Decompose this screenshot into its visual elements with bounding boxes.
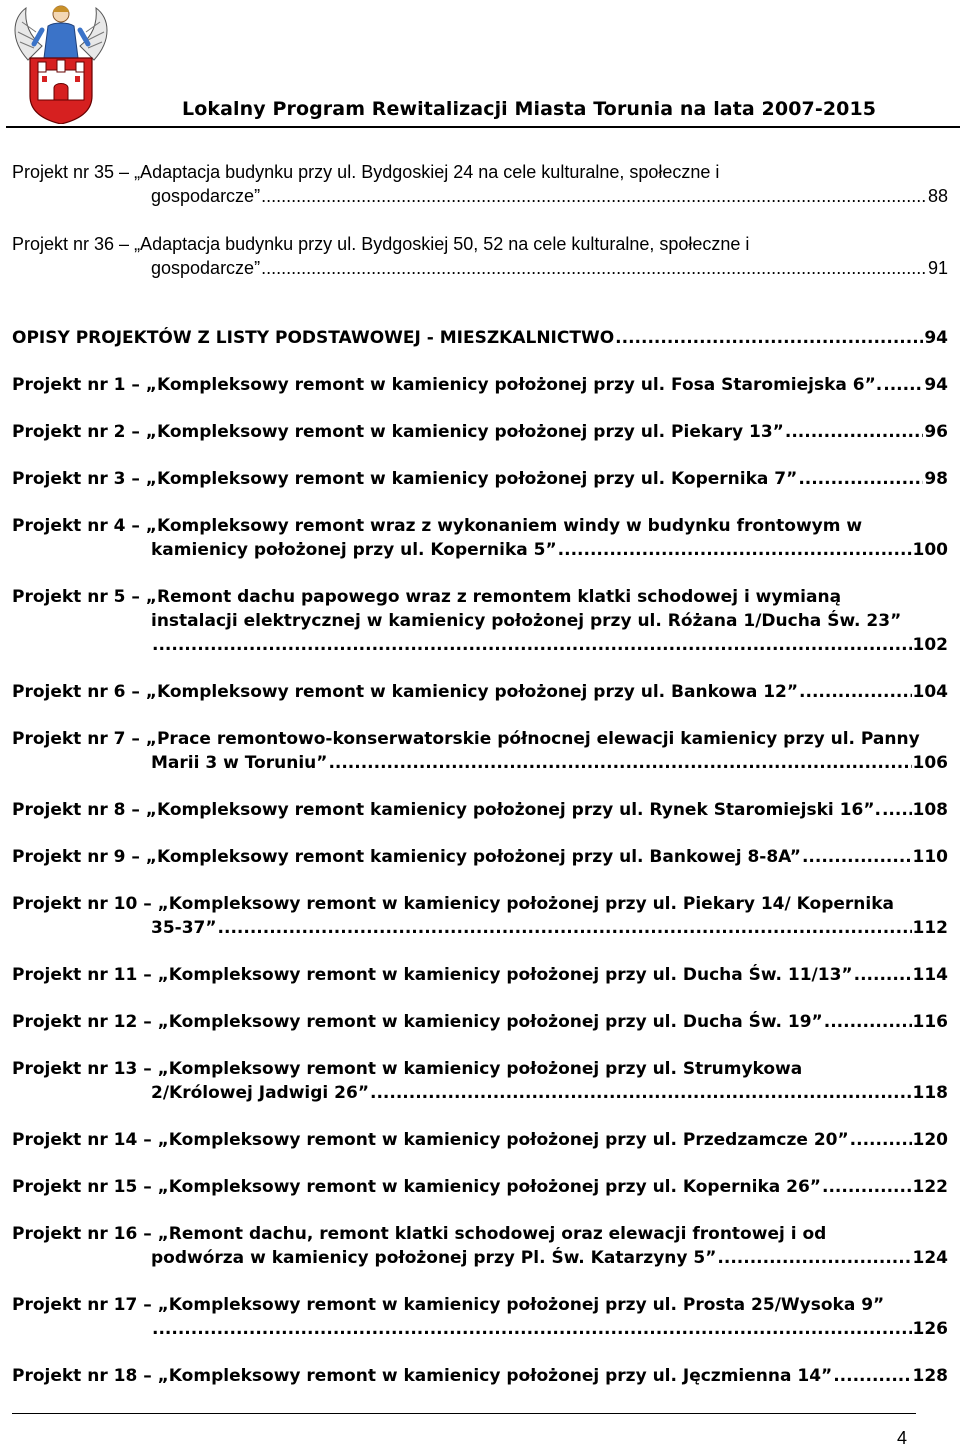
toc-entry-leader-line (12, 680, 948, 704)
dot-leader (802, 845, 912, 869)
toc-entry-line: Projekt nr 17 – „Kompleksowy remont w kamienicy położonej przy ul. Prosta 25/Wysoka 9” (12, 1295, 885, 1315)
toc-entry[interactable] (12, 514, 948, 562)
toc-page-number: 118 (912, 1083, 948, 1103)
toc-entry-title: Projekt nr 11 – „Kompleksowy remont w kamienicy położonej przy ul. Ducha Św. 11/13” (12, 965, 853, 985)
toc-entry-title: Projekt nr 8 – „Kompleksowy remont kamienicy położonej przy ul. Rynek Staromiejski 16”. (12, 800, 881, 820)
toc-entry[interactable] (12, 160, 948, 208)
toc-entry-leader-line (12, 326, 948, 350)
dot-leader (328, 751, 911, 775)
toc-entry-line: Projekt nr 10 – „Kompleksowy remont w kamienicy położonej przy ul. Piekary 14/ Kopernika (12, 894, 894, 914)
toc-entry-leader-line (12, 1175, 948, 1199)
toc-entry[interactable] (12, 420, 948, 444)
toc-entry[interactable] (12, 326, 948, 350)
dot-leader (615, 326, 923, 350)
dot-leader (854, 963, 912, 987)
toc-entry[interactable] (12, 963, 948, 987)
toc-entry-leader-line (12, 1128, 948, 1152)
toc-entry[interactable] (12, 467, 948, 491)
page-number: 4 (897, 1428, 908, 1448)
toc-entry-title: gospodarcze” (151, 186, 261, 206)
toc-entry-leader-line (12, 798, 948, 822)
toc-entry[interactable] (12, 232, 948, 280)
toc-entry-title: kamienicy położonej przy ul. Kopernika 5” (151, 540, 557, 560)
dot-leader (798, 467, 923, 491)
toc-entry-leader-line (12, 963, 948, 987)
toc-page-number: 110 (912, 847, 948, 867)
toc-entry-leader-line (12, 1317, 948, 1341)
toc-entry[interactable] (12, 585, 948, 657)
toc-entry[interactable] (12, 892, 948, 940)
toc-page-number: 88 (927, 186, 948, 206)
toc-entry[interactable] (12, 1175, 948, 1199)
toc-entry-leader-line (12, 373, 948, 397)
toc-page-number: 122 (912, 1177, 948, 1197)
toc-page-number: 102 (912, 635, 948, 655)
toc-page-number: 116 (912, 1012, 948, 1032)
page-header (0, 0, 960, 130)
toc-entry[interactable] (12, 680, 948, 704)
toc-entry-title: 2/Królowej Jadwigi 26” (151, 1083, 370, 1103)
dot-leader (261, 184, 927, 208)
toc-page-number: 114 (912, 965, 948, 985)
dot-leader (883, 373, 923, 397)
toc-entry-leader-line (12, 1246, 948, 1270)
toc-entry[interactable] (12, 1057, 948, 1105)
toc-entry-line: Projekt nr 16 – „Remont dachu, remont klatki schodowej oraz elewacji frontowej i od (12, 1224, 827, 1244)
toc-page-number: 98 (924, 469, 948, 489)
toc-entry-leader-line (12, 1081, 948, 1105)
toc-entry-title: gospodarcze” (151, 258, 261, 278)
dot-leader (824, 1010, 912, 1034)
dot-leader (558, 538, 912, 562)
header-divider (6, 126, 960, 128)
dot-leader (717, 1246, 911, 1270)
toc-page-number: 128 (912, 1366, 948, 1386)
toc-page-number: 124 (912, 1248, 948, 1268)
toc-entry[interactable] (12, 1222, 948, 1270)
toc-entry-title: podwórza w kamienicy położonej przy Pl. Św. Katarzyny 5” (151, 1248, 717, 1268)
toc-page-number: 100 (912, 540, 948, 560)
toc-entry-line: Projekt nr 35 – „Adaptacja budynku przy ul. Bydgoskiej 24 na cele kulturalne, społeczne i (12, 162, 720, 182)
toc-entry-leader-line (12, 538, 948, 562)
toc-page-number: 112 (912, 918, 948, 938)
toc-entry-title: 35-37” (151, 918, 217, 938)
toc-entry-title: Projekt nr 6 – „Kompleksowy remont w kamienicy położonej przy ul. Bankowa 12” (12, 682, 799, 702)
toc-entry-title: Projekt nr 3 – „Kompleksowy remont w kamienicy położonej przy ul. Kopernika 7” (12, 469, 798, 489)
toc-page-number: 94 (924, 328, 948, 348)
toc-entry-line: Projekt nr 4 – „Kompleksowy remont wraz z wykonaniem windy w budynku frontowym w (12, 516, 863, 536)
toc-entry-line: Projekt nr 36 – „Adaptacja budynku przy ul. Bydgoskiej 50, 52 na cele kulturalne, społeczne i (12, 234, 750, 254)
toc-page-number: 94 (924, 375, 948, 395)
toc-entry-leader-line (12, 633, 948, 657)
toc-entry-title: Projekt nr 1 – „Kompleksowy remont w kamienicy położonej przy ul. Fosa Staromiejska 6”. (12, 375, 883, 395)
toc-entry[interactable] (12, 1010, 948, 1034)
header-title: Lokalny Program Rewitalizacji Miasta Torunia na lata 2007-2015 (182, 98, 877, 120)
toc-entry[interactable] (12, 373, 948, 397)
toc-page-number: 96 (924, 422, 948, 442)
toc-page-number: 106 (912, 753, 948, 773)
toc-page-number: 91 (927, 258, 948, 278)
toc-entry-title: Marii 3 w Toruniu” (151, 753, 328, 773)
toc-entry-line: Projekt nr 5 – „Remont dachu papowego wraz z remontem klatki schodowej i wymianą (12, 587, 842, 607)
dot-leader (261, 256, 927, 280)
toc-entry-leader-line (12, 184, 948, 208)
toc-entry-title: Projekt nr 9 – „Kompleksowy remont kamienicy położonej przy ul. Bankowej 8-8A” (12, 847, 801, 867)
toc-entry[interactable] (12, 1293, 948, 1341)
toc-entry-leader-line (12, 1010, 948, 1034)
dot-leader (833, 1364, 911, 1388)
toc-entry[interactable] (12, 845, 948, 869)
toc-entry[interactable] (12, 1128, 948, 1152)
dot-leader (799, 680, 911, 704)
dot-leader (152, 633, 912, 657)
toc-entry-leader-line (12, 751, 948, 775)
toc-entry-title: OPISY PROJEKTÓW Z LISTY PODSTAWOWEJ - MIESZKALNICTWO (12, 328, 615, 348)
torun-coat-of-arms-icon (8, 0, 114, 124)
dot-leader (822, 1175, 912, 1199)
dot-leader (850, 1128, 912, 1152)
toc-entry-leader-line (12, 845, 948, 869)
toc-entry[interactable] (12, 727, 948, 775)
toc-entry-leader-line (12, 256, 948, 280)
toc-entry-leader-line (12, 420, 948, 444)
toc-entry-leader-line (12, 1364, 948, 1388)
toc-page-number: 120 (912, 1130, 948, 1150)
dot-leader (218, 916, 912, 940)
footer-divider (12, 1413, 916, 1414)
toc-entry-title: Projekt nr 14 – „Kompleksowy remont w kamienicy położonej przy ul. Przedzamcze 20” (12, 1130, 849, 1150)
toc-entry[interactable] (12, 798, 948, 822)
toc-entry-title: Projekt nr 18 – „Kompleksowy remont w kamienicy położonej przy ul. Jęczmienna 14” (12, 1366, 833, 1386)
toc-page-number: 104 (912, 682, 948, 702)
toc-entry-title: Projekt nr 12 – „Kompleksowy remont w kamienicy położonej przy ul. Ducha Św. 19” (12, 1012, 823, 1032)
toc-entry-line: Projekt nr 7 – „Prace remontowo-konserwatorskie północnej elewacji kamienicy przy ul. Panny (12, 729, 920, 749)
toc-entry-title: Projekt nr 2 – „Kompleksowy remont w kamienicy położonej przy ul. Piekary 13” (12, 422, 784, 442)
toc-entry-line: Projekt nr 13 – „Kompleksowy remont w kamienicy położonej przy ul. Strumykowa (12, 1059, 803, 1079)
dot-leader (785, 420, 923, 444)
dot-leader (152, 1317, 912, 1341)
dot-leader (370, 1081, 911, 1105)
toc-entry[interactable] (12, 1364, 948, 1388)
toc-page-number: 126 (912, 1319, 948, 1339)
toc-page-number: 108 (912, 800, 948, 820)
toc-entry-leader-line (12, 916, 948, 940)
dot-leader (882, 798, 912, 822)
toc-entry-leader-line (12, 467, 948, 491)
toc-entry-line: instalacji elektrycznej w kamienicy położonej przy ul. Różana 1/Ducha Św. 23” (151, 611, 902, 631)
toc-entry-title: Projekt nr 15 – „Kompleksowy remont w kamienicy położonej przy ul. Kopernika 26” (12, 1177, 821, 1197)
